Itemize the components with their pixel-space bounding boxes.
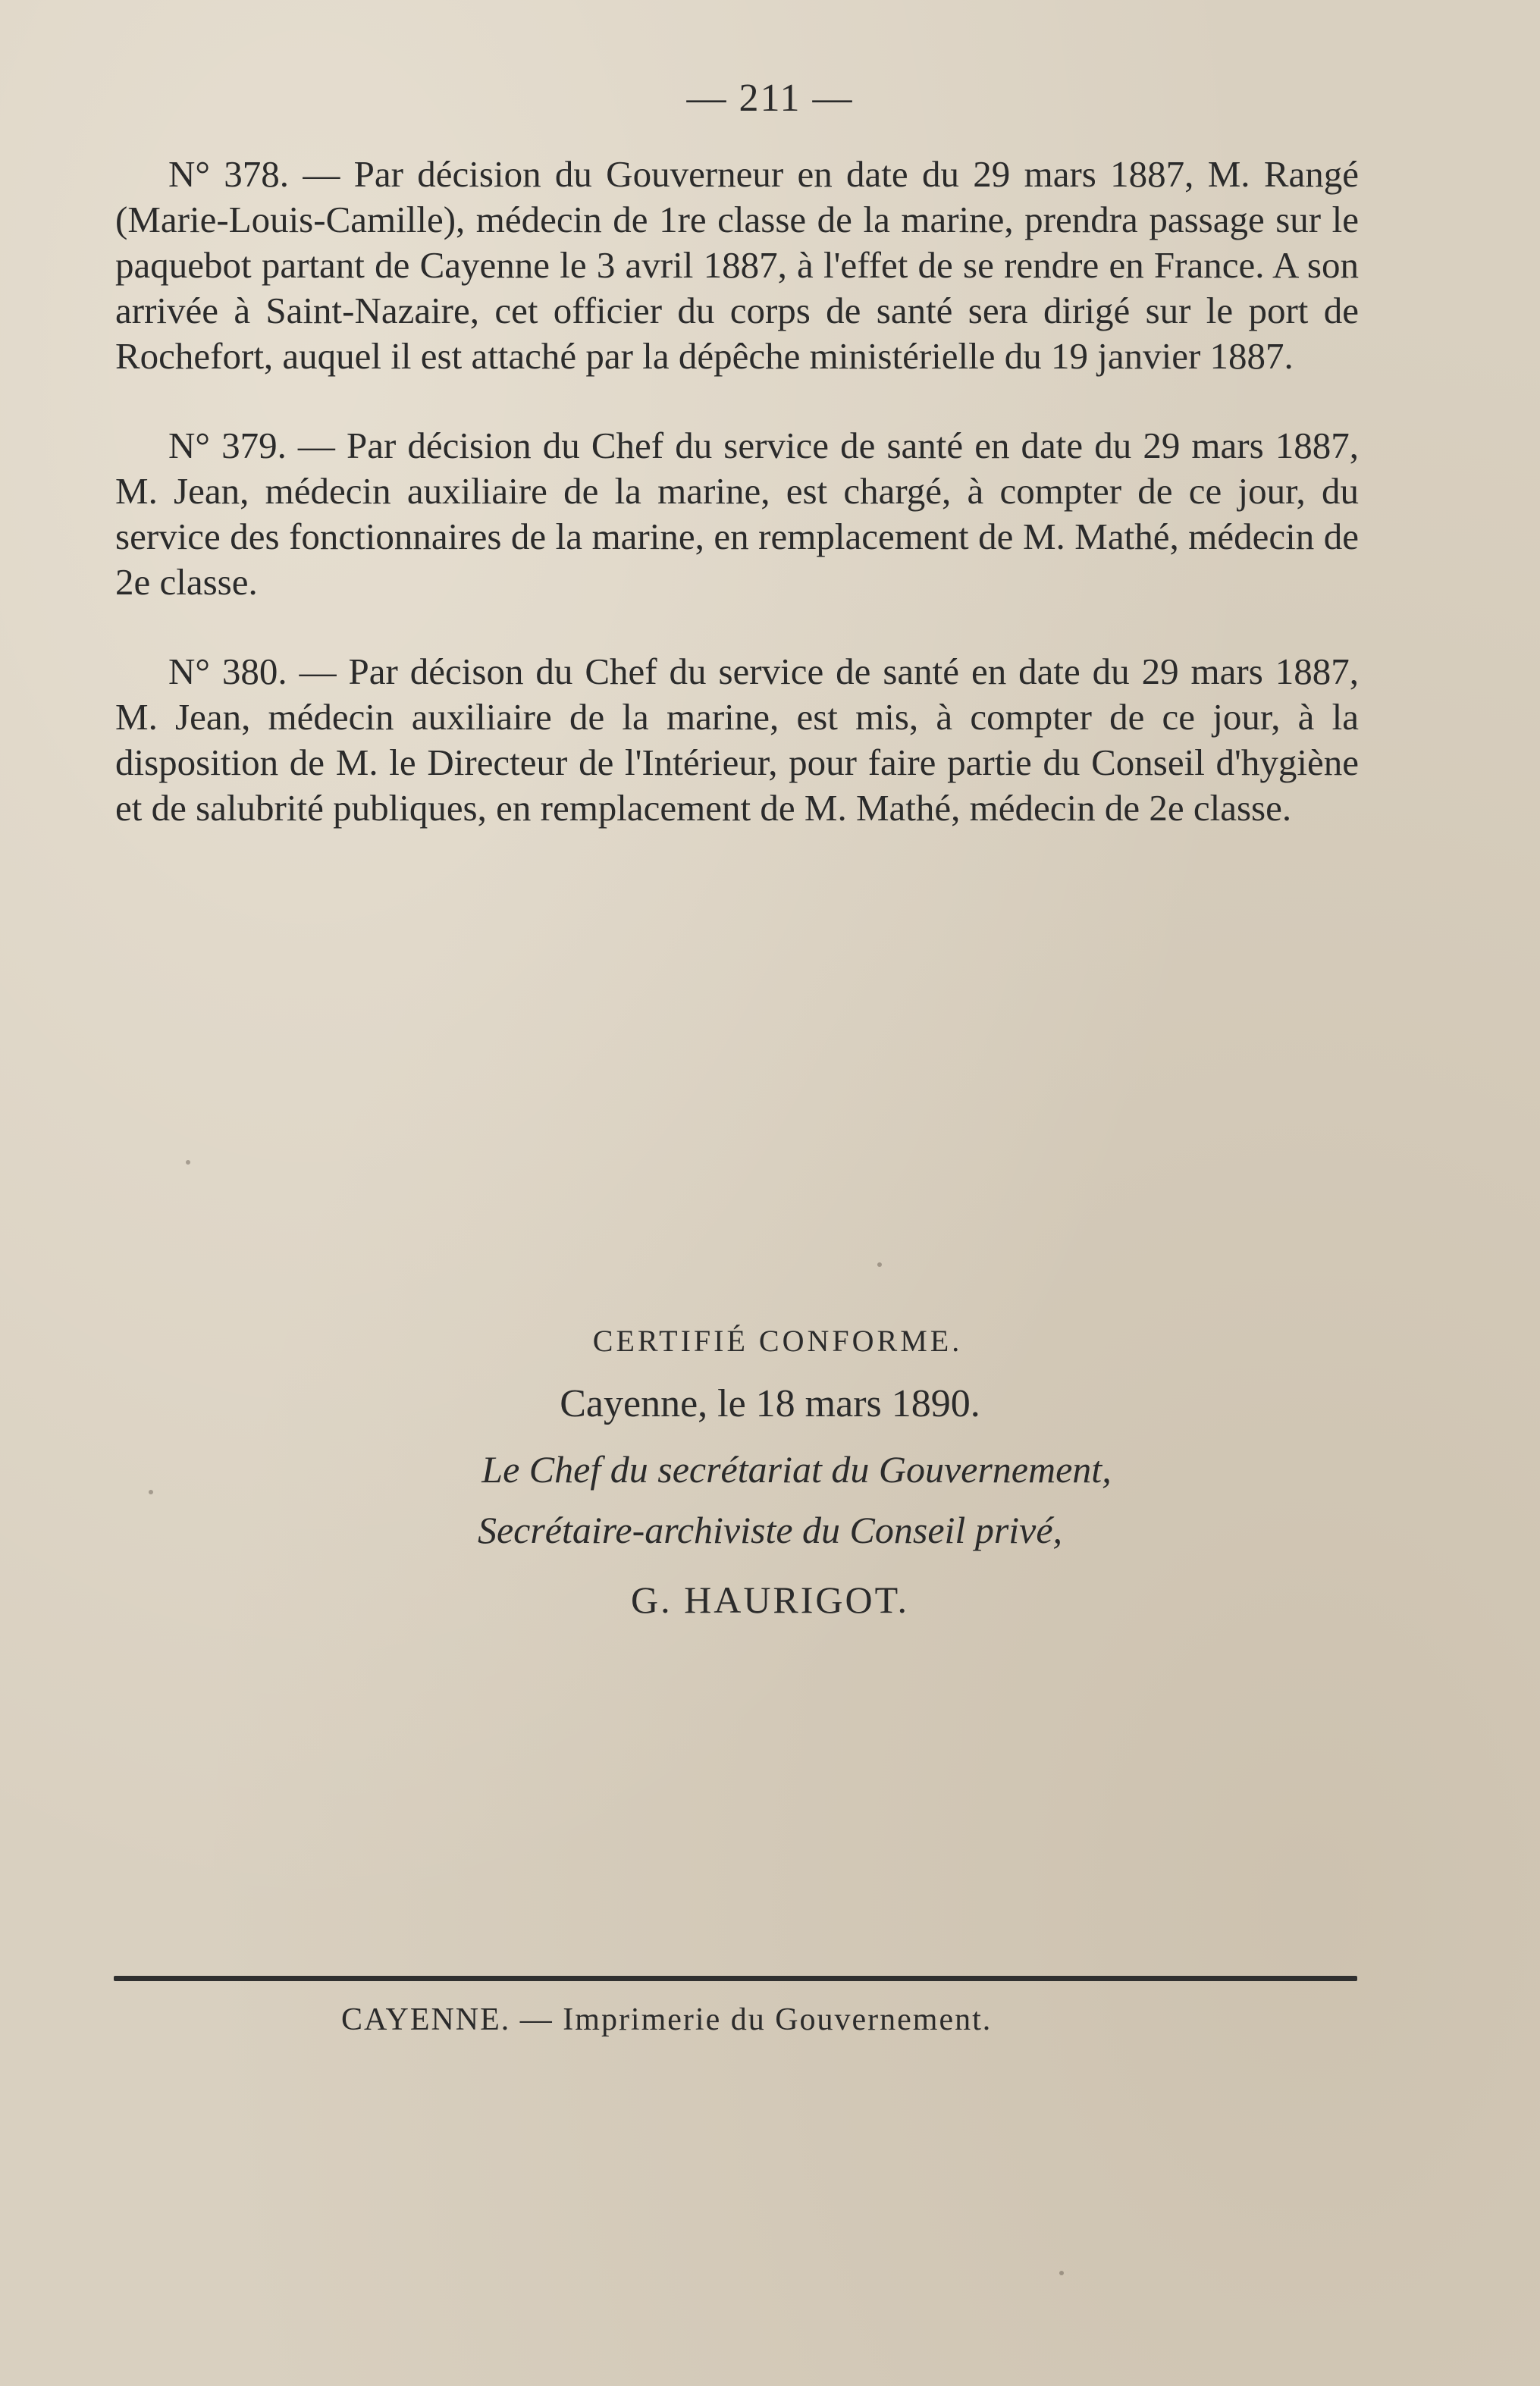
decision-entry-378: N° 378. — Par décision du Gouverneur en date du 29 mars 1887, M. Rangé (Marie-Louis-Camille), médecin de 1re classe de la marine, prendra passage sur le paquebot partant de Cayenne le 3 avril 1887, à l'effet de se rendre en France. A son arrivée à Saint-Nazaire, cet officier du corps de santé sera dirigé sur le port de Rochefort, auquel il est attaché par la dépêche ministérielle du 19 janvier 1887. xyxy=(115,153,1359,377)
paper-speck xyxy=(877,1262,882,1267)
signatory-name: G. HAURIGOT. xyxy=(631,1579,909,1621)
decision-entry-380: N° 380. — Par décison du Chef du service de santé en date du 29 mars 1887, M. Jean, médecin auxiliaire de la marine, est mis, à compter de ce jour, à la disposition de M. le Directeur de l'Intérieur, pour faire partie du Conseil d'hygiène et de salubrité publiques, en remplacement de M. Mathé, médecin de 2e classe. xyxy=(115,651,1359,829)
footer-rule xyxy=(114,1976,1357,1981)
paper-speck xyxy=(149,1490,153,1494)
decision-entries xyxy=(115,152,1359,875)
paper-speck xyxy=(1059,2271,1064,2275)
place-and-date: Cayenne, le 18 mars 1890. xyxy=(560,1382,980,1425)
certification-block xyxy=(0,1323,1540,1622)
chef-title-line: Le Chef du secrétariat du Gouvernement, xyxy=(481,1448,1112,1491)
decision-entry-379: N° 379. — Par décision du Chef du service de santé en date du 29 mars 1887, M. Jean, médecin auxiliaire de la marine, est chargé, à compter de ce jour, du service des fonctionnaires de la marine, en remplacement de M. Mathé, médecin de 2e classe. xyxy=(115,425,1359,603)
secretaire-title-line: Secrétaire-archiviste du Conseil privé, xyxy=(477,1509,1063,1551)
paper-speck xyxy=(186,1160,190,1165)
printer-imprint: CAYENNE. — Imprimerie du Gouvernement. xyxy=(341,2002,993,2037)
certified-conform-heading: CERTIFIÉ CONFORME. xyxy=(592,1324,963,1358)
page-number: — 211 — xyxy=(686,77,854,120)
